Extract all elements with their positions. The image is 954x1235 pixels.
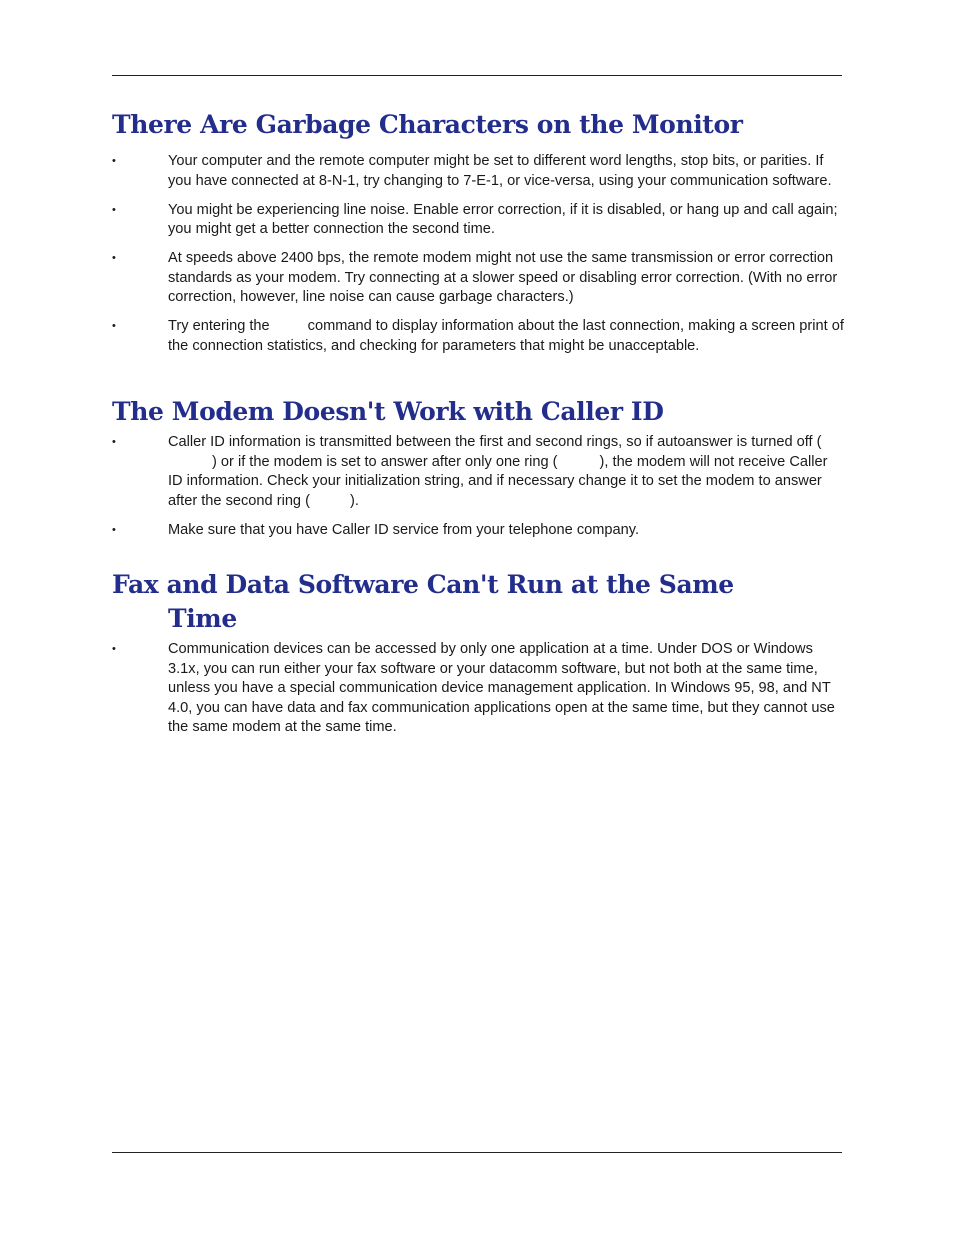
list-item <box>112 640 844 738</box>
item-text: You might be experiencing line noise. Enable error correction, if it is disabled, or hang up and call again; you might get a better connection the second time. <box>168 201 838 237</box>
footer-rule <box>112 1152 842 1153</box>
header-rule <box>112 75 842 76</box>
section-heading: There Are Garbage Characters on the Monitor <box>112 110 743 139</box>
bullet-list <box>112 152 844 356</box>
list-item <box>112 317 844 356</box>
item-text-part4: ). <box>349 492 359 509</box>
section-garbage-characters <box>112 108 844 366</box>
item-text-part2: ) or if the modem is set to answer after only one ring ( <box>212 453 558 470</box>
section-heading: The Modem Doesn't Work with Caller ID <box>112 397 664 426</box>
item-text: Make sure that you have Caller ID service from your telephone company. <box>168 521 640 538</box>
list-item <box>112 152 844 191</box>
item-text: At speeds above 2400 bps, the remote modem might not use the same transmission or error correction standards as your modem. Try connecting at a slower speed or disabling error correction. (With no error correction, however, line noise can cause garbage characters.) <box>168 250 838 305</box>
bullet-list <box>112 640 844 738</box>
item-text: Communication devices can be accessed by only one application at a time. Under DOS or Windows 3.1x, you can run either your fax software or your datacomm software, but not both at the same time, unless you have a special communication device management application. In Windows 95, 98, and NT 4.0, you can have data and fax communication applications open at the same time, but they cannot use the same modem at the same time. <box>168 641 835 735</box>
list-item <box>112 201 844 240</box>
heading-line-2: Time <box>168 604 237 633</box>
bullet-icon: • <box>112 320 116 332</box>
section-caller-id <box>112 395 844 550</box>
bullet-icon: • <box>112 643 116 655</box>
bullet-icon: • <box>112 155 116 167</box>
item-text-part3: ), the modem will not receive Caller ID information. Check your initialization string, and if necessary change it to set the modem to answer after the second ring ( <box>168 453 828 509</box>
heading-line-1: Fax and Data Software Can't Run at the Same <box>112 570 734 599</box>
list-item <box>112 521 844 541</box>
item-text: Your computer and the remote computer might be set to different word lengths, stop bits, or parities. If you have connected at 8-N-1, try changing to 7-E-1, or vice-versa, using your communication software. <box>168 153 832 189</box>
list-item <box>112 249 844 308</box>
item-text-after: command to display information about the last connection, making a screen print of the connection statistics, and checking for parameters that might be unacceptable. <box>168 318 844 354</box>
item-text-part1: Caller ID information is transmitted between the first and second rings, so if autoanswer is turned off ( <box>168 434 822 450</box>
bullet-icon: • <box>112 523 116 536</box>
item-text-before: Try entering the <box>168 318 270 334</box>
list-item <box>112 433 844 511</box>
bullet-icon: • <box>112 203 116 216</box>
bullet-icon: • <box>112 436 116 448</box>
section-heading <box>112 568 844 636</box>
bullet-icon: • <box>112 252 116 264</box>
bullet-list <box>112 433 844 540</box>
section-fax-data-software <box>112 568 844 747</box>
